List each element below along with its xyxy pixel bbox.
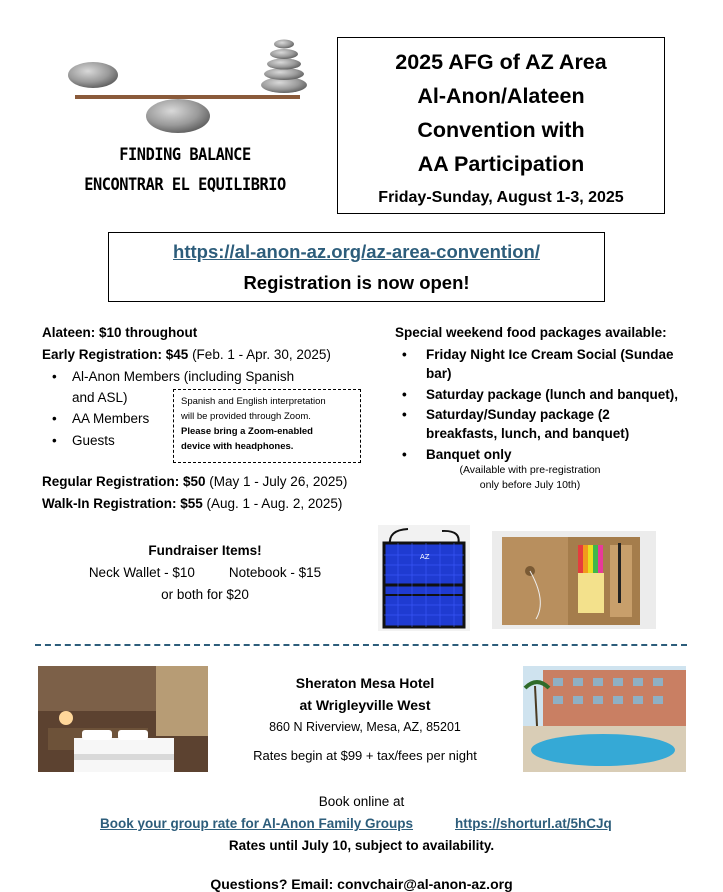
list-item: • AA Members	[52, 411, 149, 426]
title-line-3: Convention with	[417, 118, 585, 142]
logo-text-spanish: ENCONTRAR EL EQUILIBRIO	[84, 175, 286, 195]
fundraiser-heading: Fundraiser Items!	[148, 543, 262, 558]
booking-intro: Book online at	[318, 794, 405, 809]
early-registration: Early Registration: $45 (Feb. 1 - Apr. 30, 2025)	[42, 347, 331, 362]
contact-email: Questions? Email: convchair@al-anon-az.org	[210, 876, 513, 892]
fundraiser-prices: Neck Wallet - $10 Notebook - $15	[88, 565, 322, 580]
hotel-pool-image	[523, 666, 686, 772]
food-item: • Saturday/Sunday package (2 breakfasts, lunch, and banquet)	[405, 405, 629, 443]
food-item: • Saturday package (lunch and banquet),	[405, 385, 678, 404]
convention-dates: Friday-Sunday, August 1-3, 2025	[378, 189, 624, 206]
walkin-registration: Walk-In Registration: $55 (Aug. 1 - Aug. 2, 2025)	[42, 496, 343, 511]
title-line-2: Al-Anon/Alateen	[417, 84, 585, 108]
fundraiser-bundle: or both for $20	[161, 587, 249, 602]
neck-wallet-image	[378, 525, 470, 631]
svg-text:AZ: AZ	[420, 553, 430, 561]
food-heading: Special weekend food packages available:	[395, 325, 667, 340]
rate-availability: Rates until July 10, subject to availability.	[228, 838, 495, 853]
list-item: • Guests	[52, 433, 115, 448]
list-item-continued: and ASL)	[72, 390, 128, 405]
short-url-link[interactable]: https://shorturl.at/5hCJq	[455, 816, 612, 831]
convention-title-box	[337, 37, 665, 214]
food-note: (Available with pre-registration only before July 10th)	[459, 464, 601, 491]
interpretation-note: Spanish and English interpretation will be provided through Zoom. Please bring a Zoom-enabled device with headphones.	[173, 389, 361, 463]
balanced-stones-icon	[60, 34, 310, 144]
group-rate-link[interactable]: Book your group rate for Al-Anon Family Groups	[100, 816, 414, 831]
registration-banner	[108, 232, 605, 302]
hotel-info	[220, 672, 510, 768]
title-line-4: AA Participation	[417, 152, 585, 176]
notebook-image	[492, 531, 656, 629]
hotel-location: at Wrigleyville West	[299, 697, 431, 713]
regular-registration: Regular Registration: $50 (May 1 - July 26, 2025)	[42, 474, 348, 489]
title-line-1: 2025 AFG of AZ Area	[395, 50, 607, 74]
alateen-price: Alateen: $10 throughout	[42, 325, 198, 340]
fundraiser-section	[60, 540, 350, 606]
logo-text-english: FINDING BALANCE	[119, 145, 251, 165]
hotel-address: 860 N Riverview, Mesa, AZ, 85201	[269, 720, 461, 734]
food-item: • Banquet only	[405, 445, 512, 464]
section-divider	[35, 644, 687, 646]
food-item: • Friday Night Ice Cream Social (Sundae bar)	[405, 345, 674, 383]
list-item: • Al-Anon Members (including Spanish	[52, 369, 294, 384]
registration-status: Registration is now open!	[243, 272, 470, 293]
hotel-rates: Rates begin at $99 + tax/fees per night	[253, 748, 477, 763]
hotel-room-image	[38, 666, 208, 772]
hotel-name: Sheraton Mesa Hotel	[295, 675, 435, 691]
convention-url-link[interactable]: https://al-anon-az.org/az-area-convention/	[173, 241, 540, 262]
